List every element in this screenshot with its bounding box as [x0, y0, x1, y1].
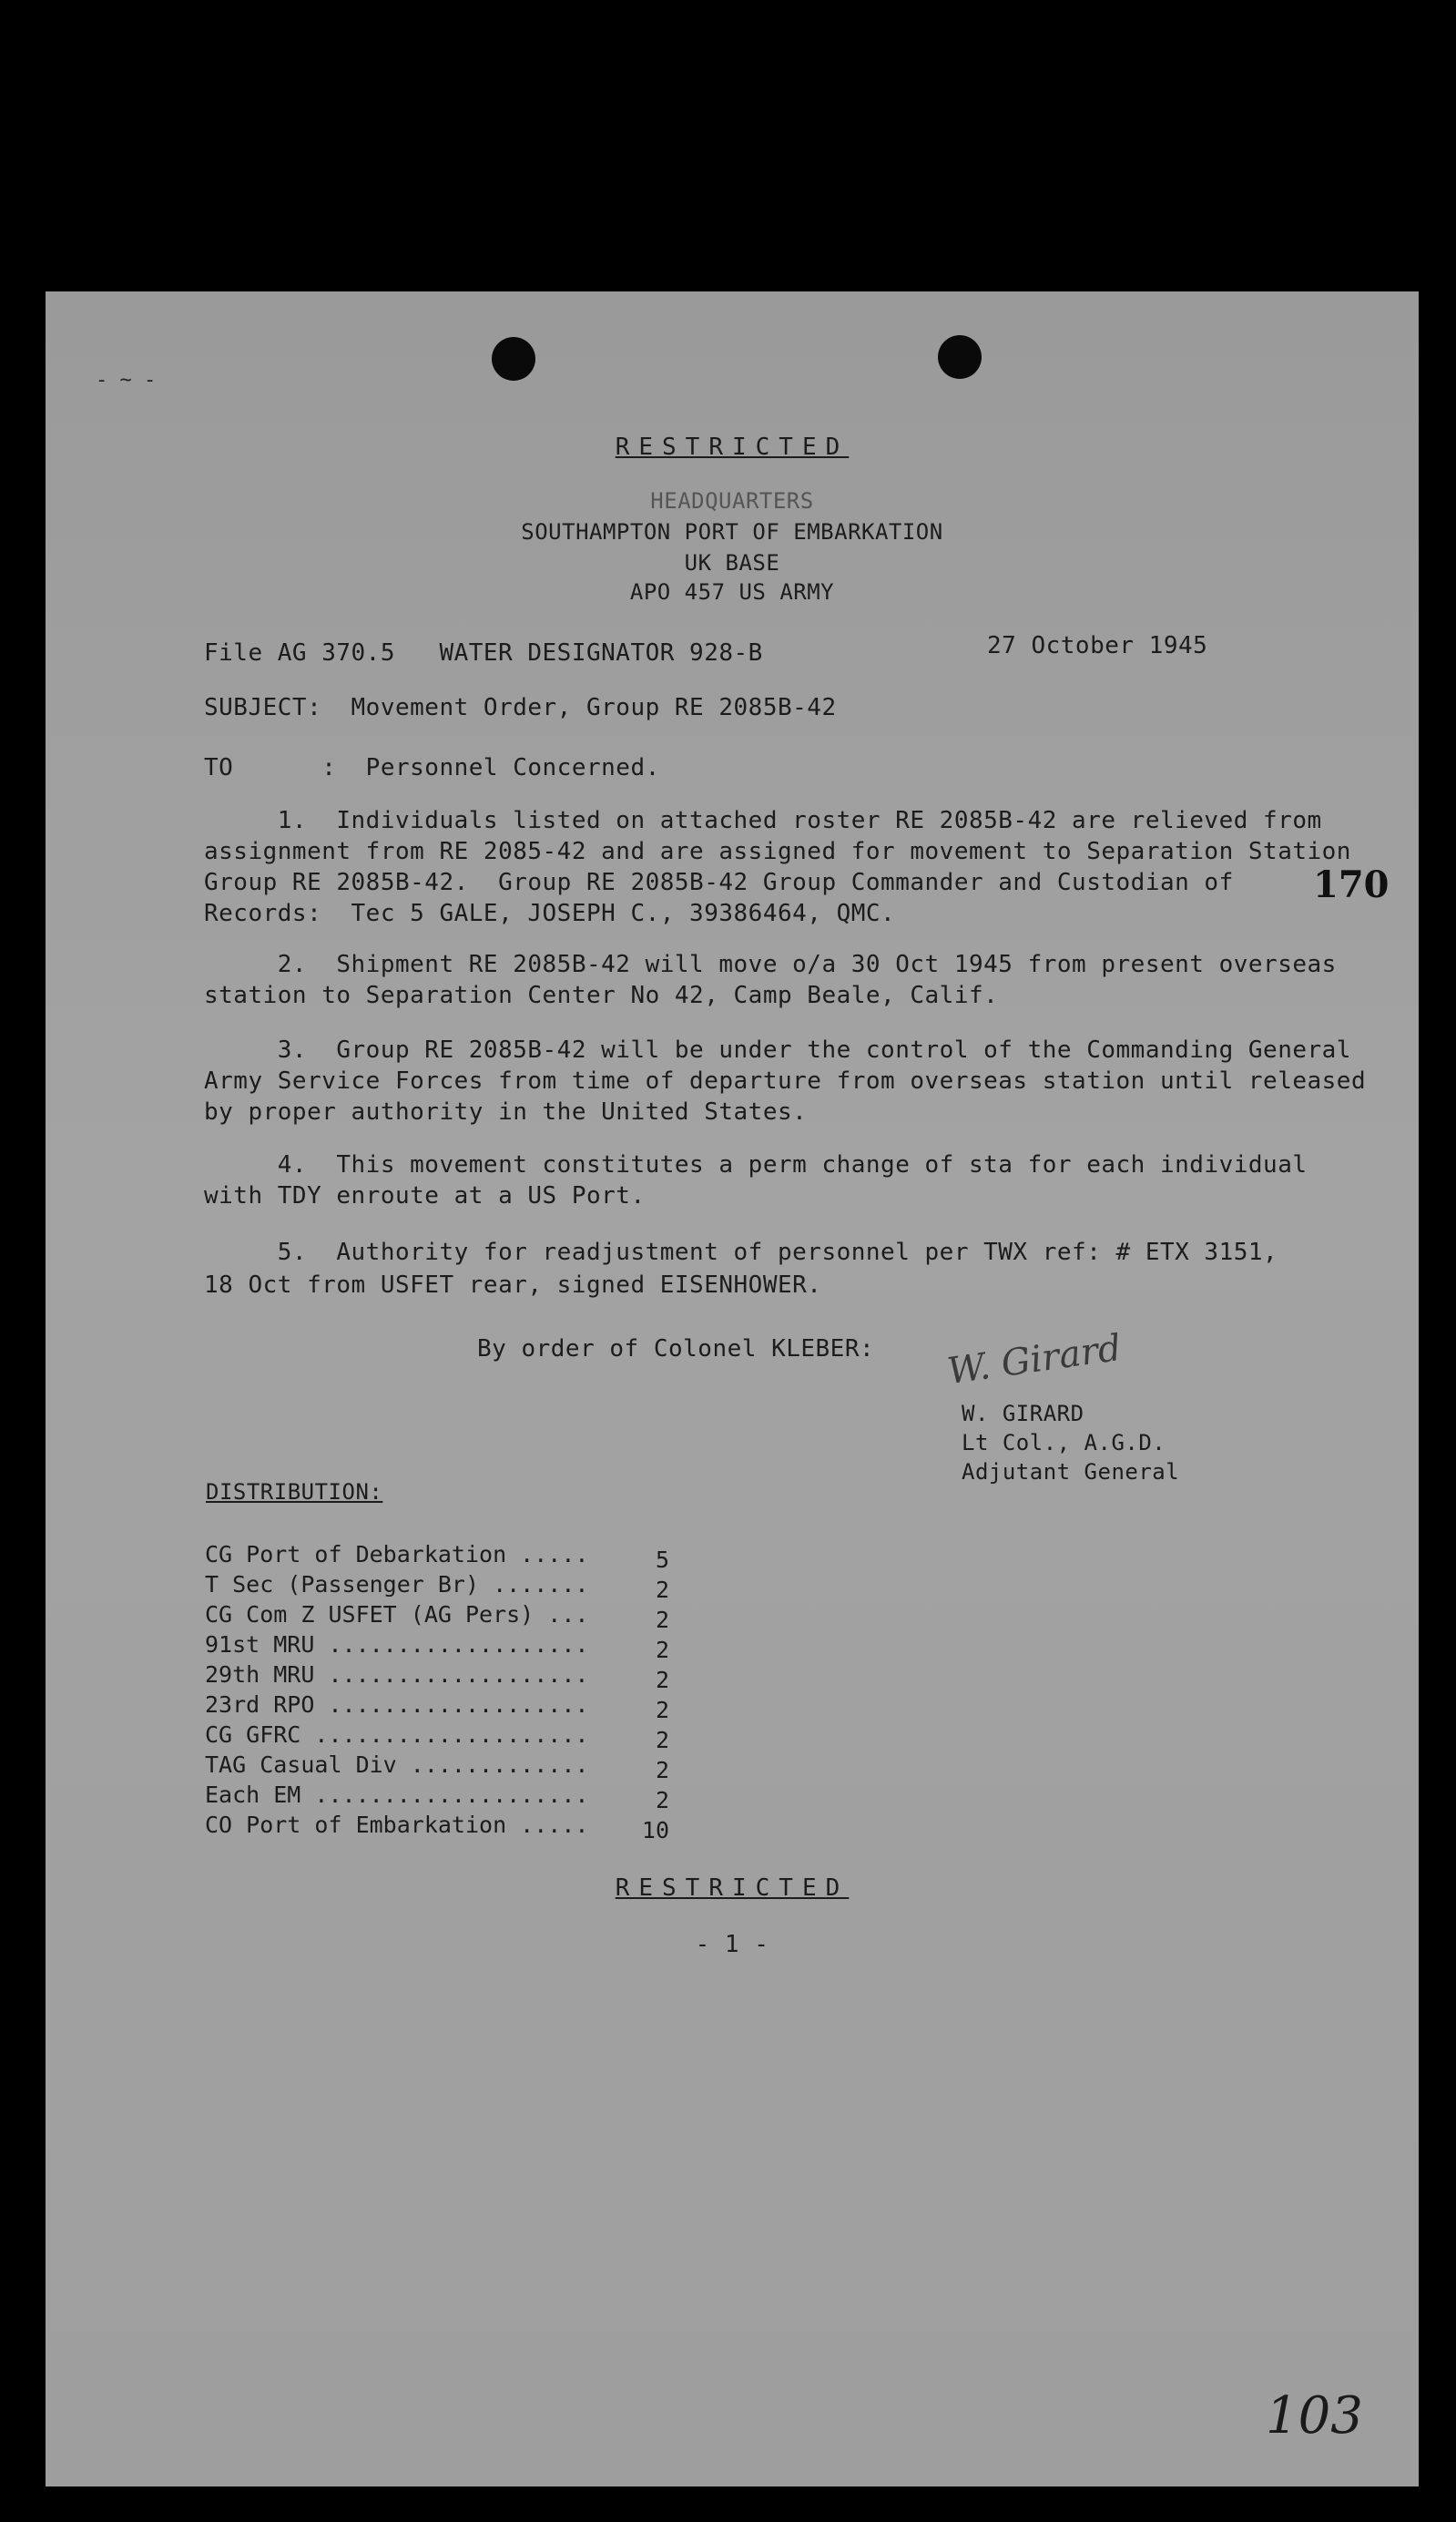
- margin-page-number: 170: [1313, 863, 1390, 906]
- distribution-count: 10: [641, 1817, 669, 1843]
- distribution-row: [205, 1601, 678, 1633]
- distribution-count: 2: [655, 1757, 669, 1783]
- paragraph-1-line-3: Group RE 2085B-42. Group RE 2085B-42 Group Commander and Custodian of: [204, 869, 1234, 896]
- distribution-heading: DISTRIBUTION:: [206, 1479, 383, 1505]
- distribution-row: [205, 1782, 678, 1813]
- signer-title: Adjutant General: [962, 1459, 1180, 1485]
- paragraph-1-line-4: Records: Tec 5 GALE, JOSEPH C., 39386464, QMC.: [204, 900, 896, 927]
- distribution-row: [205, 1631, 678, 1663]
- classification-header: RESTRICTED: [615, 434, 850, 461]
- distribution-count: 2: [655, 1667, 669, 1693]
- distribution-recipient: CO Port of Embarkation .....: [205, 1812, 589, 1838]
- handwritten-signature: W. Girard: [944, 1326, 1125, 1394]
- distribution-recipient: CG Port of Debarkation .....: [205, 1541, 589, 1567]
- distribution-row: [205, 1541, 678, 1573]
- org-line-2: SOUTHAMPTON PORT OF EMBARKATION: [521, 519, 943, 545]
- punch-hole-left: [492, 337, 535, 381]
- paragraph-3-line-1: 3. Group RE 2085B-42 will be under the control of the Commanding General: [204, 1036, 1351, 1064]
- paragraph-1-line-1: 1. Individuals listed on attached roster RE 2085B-42 are relieved from: [204, 807, 1322, 834]
- distribution-row: [205, 1751, 678, 1783]
- distribution-count: 2: [655, 1697, 669, 1723]
- distribution-count: 2: [655, 1637, 669, 1663]
- signer-name: W. GIRARD: [962, 1401, 1084, 1426]
- signer-rank: Lt Col., A.G.D.: [962, 1430, 1166, 1455]
- page-indicator: - 1 -: [695, 1931, 769, 1958]
- distribution-row: [205, 1812, 678, 1843]
- to-line: TO : Personnel Concerned.: [204, 754, 660, 781]
- distribution-count: 2: [655, 1787, 669, 1813]
- distribution-recipient: CG Com Z USFET (AG Pers) ...: [205, 1601, 589, 1628]
- paragraph-3-line-3: by proper authority in the United States.: [204, 1098, 808, 1126]
- handwritten-page-number: 103: [1266, 2386, 1363, 2445]
- distribution-recipient: TAG Casual Div .............: [205, 1751, 589, 1778]
- distribution-recipient: CG GFRC ....................: [205, 1721, 589, 1748]
- punch-hole-right: [938, 335, 982, 379]
- by-order-line: By order of Colonel KLEBER:: [477, 1335, 875, 1363]
- distribution-count: 2: [655, 1577, 669, 1603]
- distribution-row: [205, 1721, 678, 1753]
- distribution-recipient: 29th MRU ...................: [205, 1661, 589, 1688]
- distribution-count: 2: [655, 1727, 669, 1753]
- distribution-row: [205, 1691, 678, 1723]
- distribution-count: 2: [655, 1607, 669, 1633]
- paragraph-4-line-2: with TDY enroute at a US Port.: [204, 1182, 646, 1210]
- paragraph-4-line-1: 4. This movement constitutes a perm change of sta for each individual: [204, 1151, 1308, 1179]
- subject-line: SUBJECT: Movement Order, Group RE 2085B-42: [204, 694, 837, 721]
- paragraph-5-line-1: 5. Authority for readjustment of personnel per TWX ref: # ETX 3151,: [204, 1239, 1278, 1266]
- paragraph-3-line-2: Army Service Forces from time of departure from overseas station until released: [204, 1067, 1367, 1095]
- distribution-count: 5: [655, 1547, 669, 1573]
- org-line-1: HEADQUARTERS: [650, 488, 814, 514]
- paragraph-2-line-2: station to Separation Center No 42, Camp Beale, Calif.: [204, 982, 999, 1009]
- distribution-recipient: 91st MRU ...................: [205, 1631, 589, 1658]
- distribution-row: [205, 1571, 678, 1603]
- distribution-recipient: 23rd RPO ...................: [205, 1691, 589, 1718]
- org-line-3: UK BASE: [684, 550, 780, 576]
- paragraph-1-line-2: assignment from RE 2085-42 and are assigned for movement to Separation Station: [204, 838, 1351, 865]
- distribution-recipient: Each EM ....................: [205, 1782, 589, 1808]
- file-line: File AG 370.5 WATER DESIGNATOR 928-B: [204, 639, 763, 667]
- distribution-recipient: T Sec (Passenger Br) .......: [205, 1571, 589, 1598]
- document-date: 27 October 1945: [987, 632, 1208, 659]
- paragraph-5-line-2: 18 Oct from USFET rear, signed EISENHOWER.: [204, 1271, 822, 1299]
- distribution-row: [205, 1661, 678, 1693]
- document-page: [46, 291, 1419, 2486]
- classification-footer: RESTRICTED: [615, 1874, 850, 1902]
- org-line-4: APO 457 US ARMY: [629, 579, 835, 605]
- paragraph-2-line-1: 2. Shipment RE 2085B-42 will move o/a 30 Oct 1945 from present overseas: [204, 951, 1337, 978]
- corner-mark: - ~ -: [96, 369, 157, 392]
